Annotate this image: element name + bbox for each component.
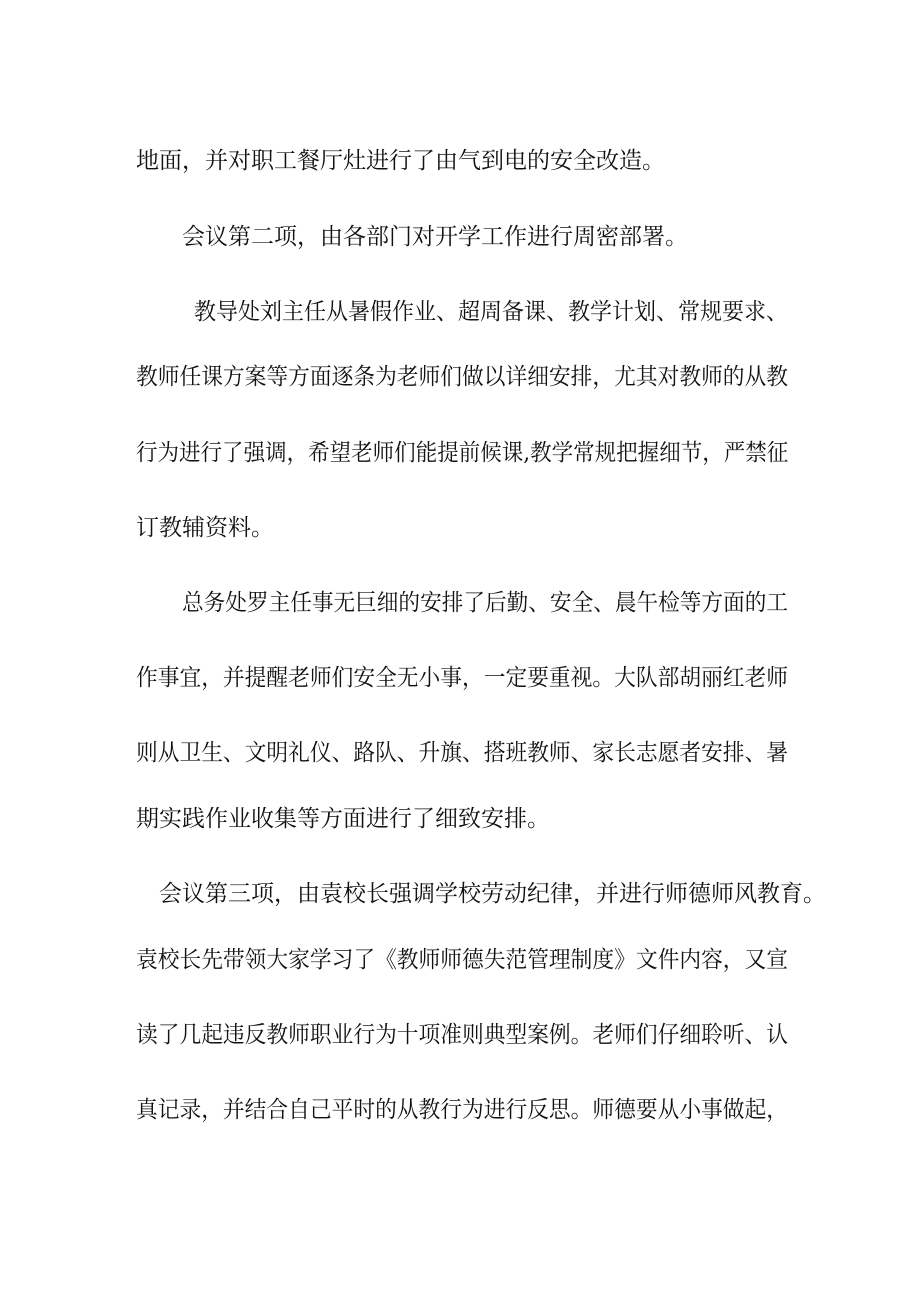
- paragraph-line: [0, 433, 920, 473]
- paragraph-line: [0, 1090, 920, 1130]
- line-text: 期实践作业收集等方面进行了细致安排。: [136, 806, 550, 832]
- paragraph-line: [0, 940, 920, 980]
- paragraph-line: [0, 217, 920, 257]
- paragraph-line: [0, 658, 920, 698]
- line-text: 订教辅资料。: [136, 515, 274, 541]
- line-text: 会议第二项，由各部门对开学工作进行周密部署。: [182, 224, 688, 250]
- line-text: 教师任课方案等方面逐条为老师们做以详细安排，尤其对教师的从教: [136, 364, 788, 390]
- paragraph-line: [0, 583, 920, 623]
- paragraph-line: [0, 874, 920, 914]
- paragraph-line: [0, 1015, 920, 1055]
- paragraph-line: [0, 733, 920, 773]
- line-text: 读了几起违反教师职业行为十项准则典型案例。老师们仔细聆听、认: [136, 1022, 788, 1048]
- paragraph-line: [0, 508, 920, 548]
- line-text: 地面，并对职工餐厅灶进行了由气到电的安全改造。: [136, 148, 665, 174]
- line-text: 真记录，并结合自己平时的从教行为进行反思。师德要从小事做起，: [136, 1097, 788, 1123]
- paragraph-line: [0, 799, 920, 839]
- line-text: 则从卫生、文明礼仪、路队、升旗、搭班教师、家长志愿者安排、暑: [136, 740, 788, 766]
- line-text: 教导处刘主任从暑假作业、超周备课、教学计划、常规要求、: [194, 299, 788, 325]
- paragraph-line: [0, 292, 920, 332]
- paragraph-line: [0, 357, 920, 397]
- line-text: 会议第三项，由袁校长强调学校劳动纪律，并进行师德师风教育。: [159, 881, 826, 907]
- line-text: 行为进行了强调，希望老师们能提前候课,教学常规把握细节，严禁征: [136, 440, 789, 466]
- line-text: 总务处罗主任事无巨细的安排了后勤、安全、晨午检等方面的工: [182, 590, 788, 616]
- line-text: 袁校长先带领大家学习了《教师师德失范管理制度》文件内容，又宣: [136, 947, 788, 973]
- paragraph-line: [0, 141, 920, 181]
- line-text: 作事宜，并提醒老师们安全无小事，一定要重视。大队部胡丽红老师: [136, 665, 788, 691]
